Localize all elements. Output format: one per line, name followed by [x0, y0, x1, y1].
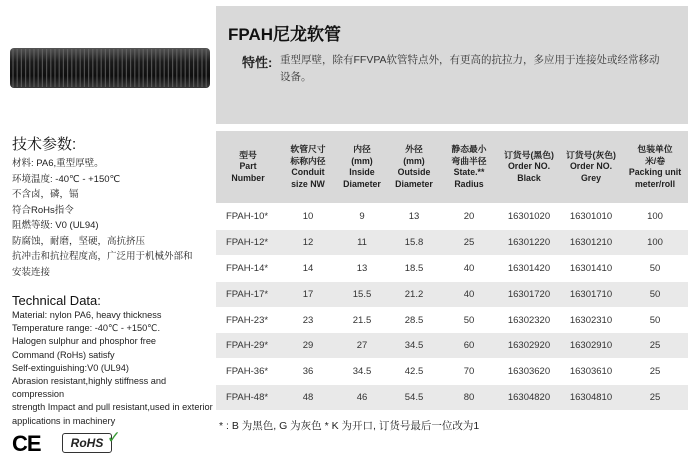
table-cell: 80: [440, 385, 498, 410]
table-cell: 60: [440, 333, 498, 358]
table-cell: 54.5: [388, 385, 440, 410]
feature-label: 特性:: [242, 55, 273, 70]
table-cell: 48: [280, 385, 336, 410]
tech-data-en: [12, 309, 217, 428]
table-cell: 27: [336, 333, 388, 358]
tech-en-line: Halogen sulphur and phosphor free: [12, 336, 157, 347]
table-cell: 28.5: [404, 314, 424, 326]
table-cell: 16302310: [569, 314, 613, 326]
tech-cn-line: 材料: PA6,重型厚壁。: [12, 158, 104, 169]
tech-data-cn-title: 技术参数:: [12, 136, 77, 153]
rohs-logo: [62, 428, 121, 453]
table-cell: 16303610: [569, 366, 613, 378]
table-cell: 12: [280, 230, 336, 255]
rohs-logo-text: RoHS: [70, 436, 104, 450]
tech-cn-line: 不含卤，磷，镉: [12, 189, 79, 200]
table-cell: 16304810: [560, 385, 622, 410]
table-cell: 34.5: [388, 333, 440, 358]
header-packing-unit: 包装单位 米/卷 Packing unit meter/roll: [622, 131, 688, 203]
table-row: [216, 230, 688, 255]
tech-cn-line: 抗冲击和抗拉程度高，广泛用于机械外部和: [12, 251, 193, 262]
table-cell: 16303620: [507, 366, 551, 378]
tech-data-en-title: Technical Data:: [12, 293, 101, 308]
table-cell-part-number: FPAH-17*: [216, 282, 280, 307]
table-cell: 50: [649, 262, 661, 274]
table-cell: 16302910: [560, 333, 622, 358]
header-inside-diameter: 内径 (mm) Inside Diameter: [336, 131, 388, 203]
tech-en-line: applications in machinery: [12, 415, 116, 426]
tech-en-line: Temperature range: -40℃ - +150℃.: [12, 323, 161, 334]
table-cell: 42.5: [404, 366, 424, 378]
table-cell: 70: [463, 366, 475, 378]
table-cell: 15.5: [336, 282, 388, 307]
table-cell: 100: [622, 230, 688, 255]
table-cell: 50: [463, 314, 475, 326]
table-cell: 11: [336, 230, 388, 255]
table-cell: 20: [463, 210, 475, 222]
table-row: [216, 282, 688, 307]
feature-text: 重型厚壁，除有FFVPA软管特点外，有更高的抗拉力，多应用于连接处或经常移动设备。: [280, 54, 660, 83]
tech-en-line: Self-extinguishing:V0 (UL94): [12, 362, 129, 373]
table-cell: 21.5: [352, 314, 372, 326]
tech-cn-line: 符合RoHs指令: [12, 204, 74, 216]
table-cell: 16301410: [569, 262, 613, 274]
header-outside-diameter: 外径 (mm) Outside Diameter: [388, 131, 440, 203]
table-cell: 16302320: [507, 314, 551, 326]
tech-en-line: Command (RoHs) satisfy: [12, 349, 115, 360]
conduit-hose-image: [10, 44, 210, 92]
table-cell: 13: [408, 210, 420, 222]
table-cell: 25: [440, 230, 498, 255]
header-conduit-size: 软管尺寸 标称内径 Conduit size NW: [280, 131, 336, 203]
table-cell: 16301420: [507, 262, 551, 274]
table-cell: 16304820: [498, 385, 560, 410]
table-cell: 16302920: [498, 333, 560, 358]
table-cell: 16301010: [569, 210, 613, 222]
table-cell: 40: [440, 282, 498, 307]
table-cell: 13: [356, 262, 368, 274]
table-row: [216, 204, 688, 229]
table-cell: 25: [622, 333, 688, 358]
table-cell: 17: [280, 282, 336, 307]
table-cell: 36: [302, 366, 314, 378]
tech-en-line: Abrasion resistant,highly stiffness and compression: [12, 376, 167, 400]
product-title: FPAH尼龙软管: [228, 25, 342, 44]
table-cell: 16301020: [507, 210, 551, 222]
header-order-grey: 订货号(灰色) Order NO. Grey: [560, 131, 622, 203]
header-order-black: 订货号(黑色) Order NO. Black: [498, 131, 560, 203]
tech-en-line: strength Impact and pull resistant,used in exterior: [12, 402, 213, 413]
table-cell: 25: [622, 385, 688, 410]
table-cell: 15.8: [388, 230, 440, 255]
table-cell-part-number: FPAH-12*: [216, 230, 280, 255]
table-row: [216, 385, 688, 410]
table-cell-part-number: FPAH-10*: [226, 210, 269, 222]
table-cell-part-number: FPAH-48*: [216, 385, 280, 410]
table-cell-part-number: FPAH-23*: [226, 314, 269, 326]
tech-cn-line: 环境温度: -40℃ - +150℃: [12, 173, 121, 185]
table-cell: 16301220: [498, 230, 560, 255]
table-cell: 29: [280, 333, 336, 358]
table-cell: 23: [302, 314, 314, 326]
table-cell: 25: [649, 366, 661, 378]
tech-cn-line: 阻燃等级: V0 (UL94): [12, 220, 99, 231]
table-cell: 21.2: [388, 282, 440, 307]
tech-cn-line: 防腐蚀，耐磨，坚硬，高抗挤压: [12, 235, 146, 247]
table-cell: 50: [649, 314, 661, 326]
table-cell: 10: [302, 210, 314, 222]
product-header: [216, 6, 688, 124]
check-icon: ✓: [106, 428, 121, 447]
header-bend-radius: 静态最小 弯曲半径 State.** Radius: [440, 131, 498, 203]
table-cell: 50: [622, 282, 688, 307]
ce-logo: CE: [12, 431, 41, 456]
table-header-row: [216, 131, 688, 203]
table-cell: 100: [647, 210, 663, 222]
table-row: [216, 256, 688, 281]
table-cell: 40: [463, 262, 475, 274]
table-cell: 46: [336, 385, 388, 410]
table-cell: 14: [302, 262, 314, 274]
table-cell-part-number: FPAH-14*: [226, 262, 269, 274]
header-part-number: 型号 Part Number: [216, 131, 280, 203]
table-cell-part-number: FPAH-29*: [216, 333, 280, 358]
table-cell: 18.5: [404, 262, 424, 274]
table-cell: 16301710: [560, 282, 622, 307]
table-cell: 16301720: [498, 282, 560, 307]
tech-data-cn: [12, 156, 212, 280]
table-cell: 16301210: [560, 230, 622, 255]
tech-en-line: Material: nylon PA6, heavy thickness: [12, 310, 162, 320]
spec-table: [216, 130, 688, 411]
footnote: * : B 为黑色, G 为灰色 * K 为开口, 订货号最后一位改为1: [219, 420, 480, 432]
table-cell-part-number: FPAH-36*: [226, 366, 269, 378]
tech-cn-line: 安装连接: [12, 266, 51, 278]
table-cell: 34.5: [352, 366, 372, 378]
table-cell: 9: [359, 210, 365, 222]
table-row: [216, 308, 688, 333]
table-row: [216, 333, 688, 358]
table-row: [216, 359, 688, 384]
